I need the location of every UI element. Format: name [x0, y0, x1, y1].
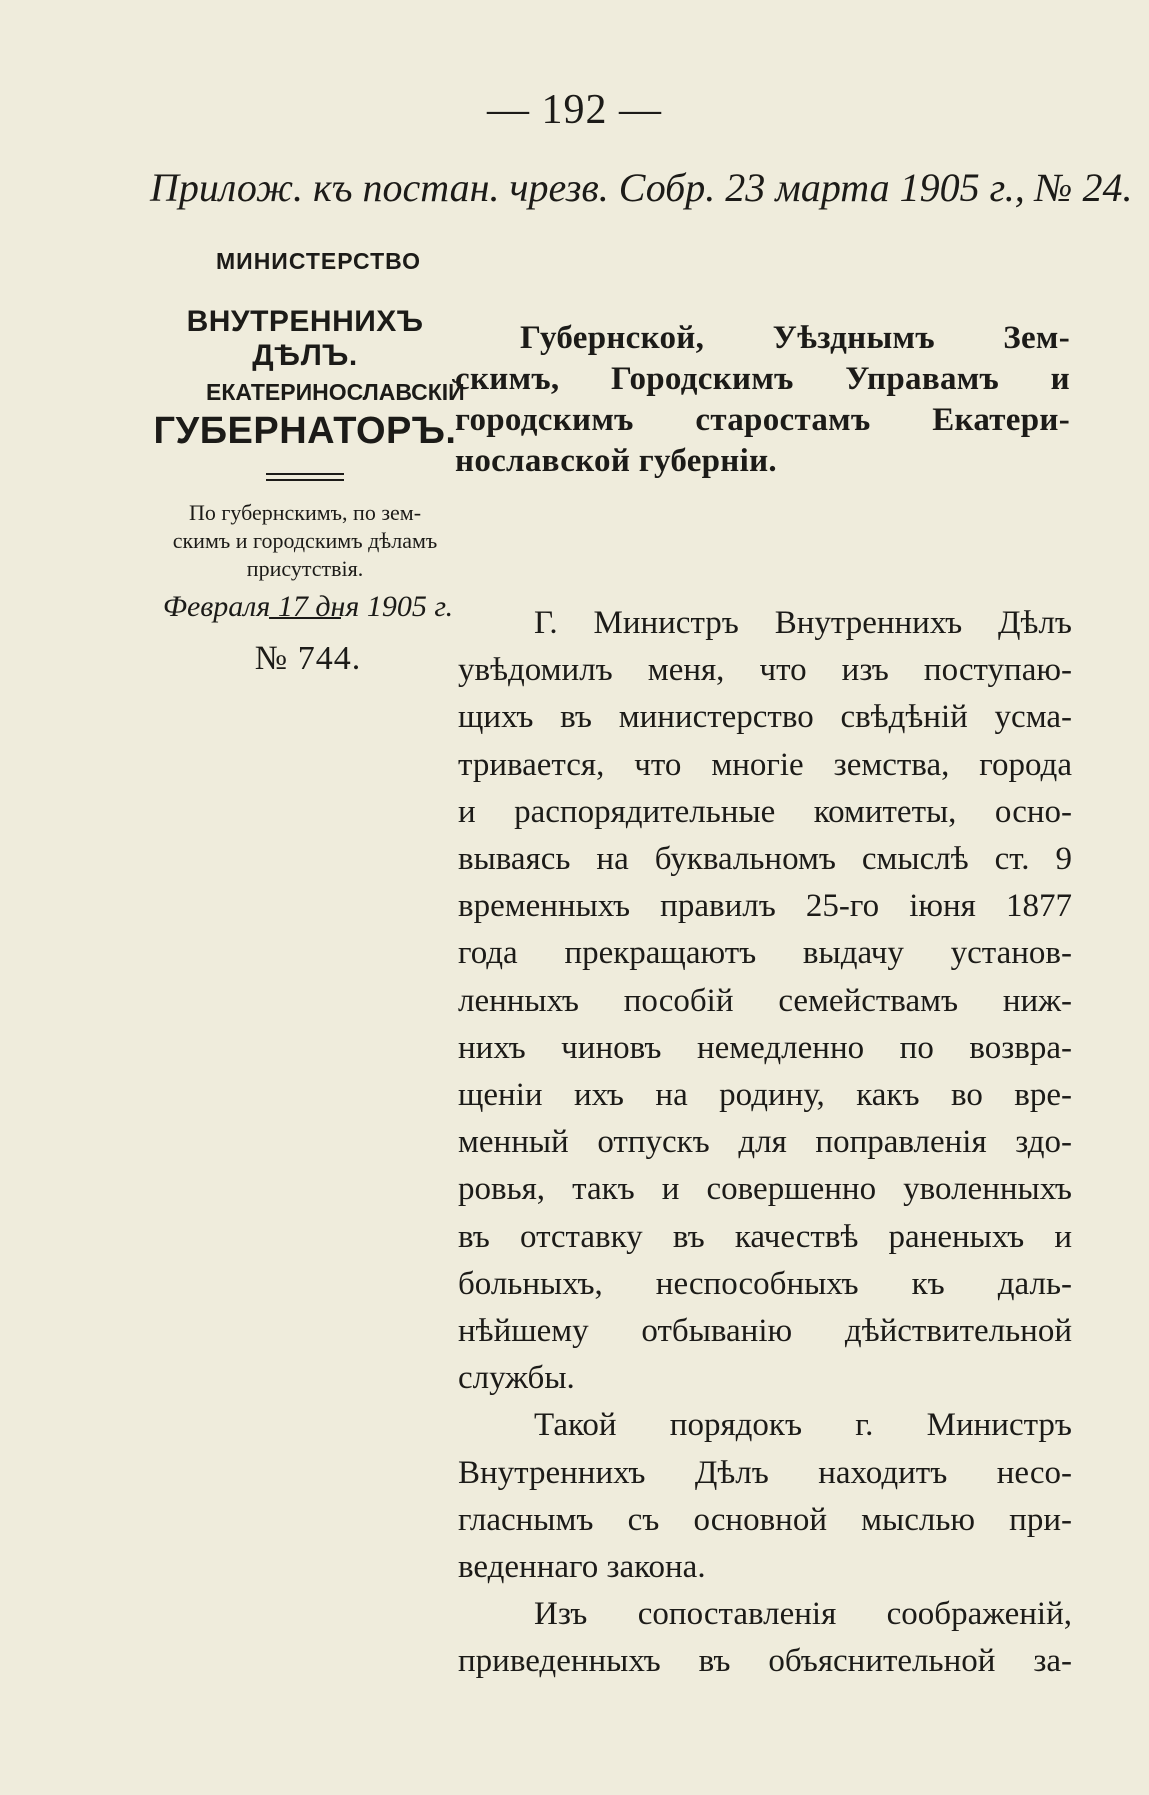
text-line: менный отпускъ для поправленія здо-: [458, 1124, 1072, 1161]
double-rule-divider: [266, 473, 344, 481]
text-line: Изъ сопоставленія соображеній,: [534, 1596, 1072, 1633]
department-line: скимъ и городскимъ дѣламъ: [172, 528, 438, 553]
text-line: больныхъ, неспособныхъ къ даль-: [458, 1265, 1072, 1302]
header-note: Прилож. къ постан. чрезв. Собр. 23 марта 1905 г., № 24.: [150, 165, 1133, 210]
text-line: ленныхъ пособій семействамъ ниж-: [458, 982, 1072, 1019]
text-line: временныхъ правилъ 25-го іюня 1877: [458, 888, 1072, 925]
department-line: По губернскимъ, по зем-: [188, 500, 422, 525]
document-date: Февраля 17 дня 1905 г.: [162, 590, 454, 623]
text-line: нѣйшему отбыванію дѣйствительной: [458, 1313, 1072, 1350]
text-line: щихъ въ министерство свѣдѣній усма-: [458, 699, 1072, 736]
text-line: Г. Министръ Внутреннихъ Дѣлъ: [534, 605, 1072, 641]
text-line: вываясь на буквальномъ смыслѣ ст. 9: [458, 841, 1072, 878]
text-line: Такой порядокъ г. Министръ: [534, 1407, 1072, 1444]
department-note: [146, 499, 464, 583]
text-line: щеніи ихъ на родину, какъ во вре-: [458, 1077, 1072, 1114]
department-line: присутствія.: [246, 556, 364, 581]
text-line: въ отставку въ качествѣ раненыхъ и: [458, 1218, 1072, 1255]
paragraph-2: [458, 1402, 1072, 1591]
addressee-block: [455, 318, 1070, 482]
addressee-line: Губернской, Уѣзднымъ Зем-: [520, 320, 1070, 356]
paragraph-3: [458, 1591, 1072, 1685]
text-line: нихъ чиновъ немедленно по возвра-: [458, 1029, 1072, 1066]
addressee-line: нославской губерніи.: [455, 443, 777, 479]
text-line: тривается, что многіе земства, города: [458, 746, 1072, 783]
text-line: увѣдомилъ меня, что изъ поступаю-: [458, 652, 1072, 689]
text-line: приведенныхъ въ объяснительной за-: [458, 1643, 1072, 1680]
document-number: № 744.: [254, 640, 362, 677]
text-line: гласнымъ съ основной мыслью при-: [458, 1501, 1072, 1538]
paragraph-1: [458, 600, 1072, 1402]
ministry-label: МИНИСТЕРСТВО: [216, 248, 422, 274]
text-line: года прекращаютъ выдачу установ-: [458, 935, 1072, 972]
addressee-line: городскимъ старостамъ Екатери-: [455, 402, 1070, 438]
governor-title: ГУБЕРНАТОРЪ.: [153, 410, 457, 452]
text-line: Внутреннихъ Дѣлъ находитъ несо-: [458, 1454, 1072, 1491]
page-number: — 192 —: [487, 87, 662, 133]
sender-block: [146, 248, 464, 619]
text-line: и распорядительные комитеты, осно-: [458, 793, 1072, 830]
addressee-line: скимъ, Городскимъ Управамъ и: [455, 361, 1070, 397]
governor-label: ЕКАТЕРИНОСЛАВСКІЙ: [206, 379, 465, 405]
ministry-name: ВНУТРЕННИХЪ ДѢЛЪ.: [186, 305, 424, 372]
text-line: службы.: [458, 1360, 575, 1397]
text-line: веденнаго закона.: [458, 1549, 706, 1586]
text-line: ровья, такъ и совершенно уволенныхъ: [458, 1171, 1072, 1208]
body-text: [458, 600, 1072, 1686]
